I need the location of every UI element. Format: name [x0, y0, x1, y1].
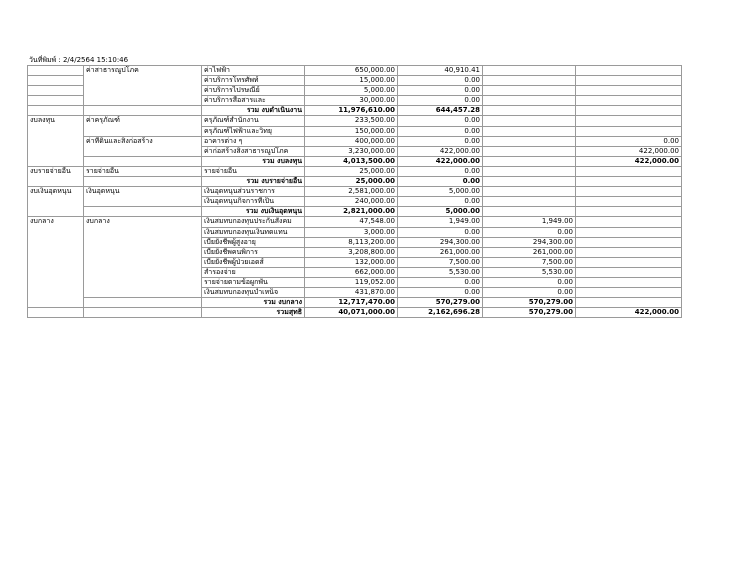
item-cell: เบี้ยยังชีพผู้สูงอายุ: [202, 237, 305, 247]
budget-cell: 662,000.00: [305, 267, 398, 277]
amount-cell: [576, 166, 682, 176]
amount-cell: 294,300.00: [483, 237, 576, 247]
cell-blank: [28, 96, 84, 106]
group-label: งบเงินอุดหนุน: [28, 187, 84, 217]
item-cell: เงินสมทบกองทุนบำเหน็จ: [202, 288, 305, 298]
table-row: [28, 66, 682, 76]
subtotal-label: รวม งบเงินอุดหนุน: [202, 207, 305, 217]
group-label: ค่าครุภัณฑ์: [84, 116, 202, 136]
amount-cell: [483, 207, 576, 217]
amount-cell: 0.00: [398, 136, 483, 146]
amount-cell: 261,000.00: [483, 247, 576, 257]
item-cell: ค่าบริการไปรษณีย์: [202, 86, 305, 96]
amount-cell: [576, 177, 682, 187]
budget-cell: 25,000.00: [305, 177, 398, 187]
budget-cell: 8,113,200.00: [305, 237, 398, 247]
amount-cell: 0.00: [483, 277, 576, 287]
amount-cell: 2,162,696.28: [398, 308, 483, 318]
amount-cell: 0.00: [398, 126, 483, 136]
amount-cell: [483, 66, 576, 76]
group-label: งบกลาง: [28, 217, 84, 308]
amount-cell: 261,000.00: [398, 247, 483, 257]
amount-cell: 570,279.00: [398, 298, 483, 308]
amount-cell: 0.00: [398, 227, 483, 237]
amount-cell: [576, 247, 682, 257]
item-cell: ครุภัณฑ์สำนักงาน: [202, 116, 305, 126]
print-date: วันที่พิมพ์ : 2/4/2564 15:10:46: [29, 56, 129, 64]
amount-cell: 294,300.00: [398, 237, 483, 247]
item-cell: สำรองจ่าย: [202, 267, 305, 277]
amount-cell: [576, 197, 682, 207]
amount-cell: [576, 96, 682, 106]
amount-cell: [483, 116, 576, 126]
amount-cell: [576, 76, 682, 86]
group-label: ค่าสาธารณูปโภค: [84, 66, 202, 106]
amount-cell: 570,279.00: [483, 308, 576, 318]
amount-cell: 0.00: [398, 177, 483, 187]
amount-cell: [576, 288, 682, 298]
amount-cell: [576, 227, 682, 237]
amount-cell: 422,000.00: [576, 146, 682, 156]
cell-blank: [84, 177, 202, 187]
subtotal-row: [28, 106, 682, 116]
item-cell: ค่าก่อสร้างสิ่งสาธารณูปโภค: [202, 146, 305, 156]
amount-cell: 0.00: [398, 288, 483, 298]
subtotal-row: [28, 156, 682, 166]
item-cell: ครุภัณฑ์ไฟฟ้าและวิทยุ: [202, 126, 305, 136]
grand-total-row: [28, 308, 682, 318]
budget-cell: 11,976,610.00: [305, 106, 398, 116]
item-cell: ค่าไฟฟ้า: [202, 66, 305, 76]
cell-blank: [28, 106, 84, 116]
amount-cell: 1,949.00: [398, 217, 483, 227]
amount-cell: [576, 267, 682, 277]
amount-cell: [576, 116, 682, 126]
amount-cell: 0.00: [398, 86, 483, 96]
subtotal-row: [28, 298, 682, 308]
budget-cell: 132,000.00: [305, 257, 398, 267]
amount-cell: 0.00: [398, 116, 483, 126]
amount-cell: 7,500.00: [483, 257, 576, 267]
item-cell: เงินอุดหนุนกิจการที่เป็น: [202, 197, 305, 207]
amount-cell: 570,279.00: [483, 298, 576, 308]
amount-cell: 0.00: [398, 76, 483, 86]
amount-cell: [576, 126, 682, 136]
cell-blank: [84, 308, 202, 318]
budget-cell: 47,548.00: [305, 217, 398, 227]
budget-cell: 3,230,000.00: [305, 146, 398, 156]
subtotal-label: รวม งบรายจ่ายอื่น: [202, 177, 305, 187]
cell-blank: [28, 308, 84, 318]
amount-cell: 1,949.00: [483, 217, 576, 227]
amount-cell: [483, 96, 576, 106]
amount-cell: [483, 146, 576, 156]
item-cell: อาคารต่าง ๆ: [202, 136, 305, 146]
amount-cell: [483, 136, 576, 146]
budget-cell: 12,717,470.00: [305, 298, 398, 308]
budget-cell: 431,870.00: [305, 288, 398, 298]
amount-cell: 0.00: [398, 197, 483, 207]
cell-blank: [84, 106, 202, 116]
subtotal-label: รวม งบดำเนินงาน: [202, 106, 305, 116]
cell-blank: [84, 207, 202, 217]
budget-cell: 15,000.00: [305, 76, 398, 86]
budget-cell: 4,013,500.00: [305, 156, 398, 166]
table-row: [28, 217, 682, 227]
subtotal-label: รวม งบกลาง: [202, 298, 305, 308]
amount-cell: [483, 86, 576, 96]
subtotal-label: รวม งบลงทุน: [202, 156, 305, 166]
cell-blank: [84, 156, 202, 166]
table-row: [28, 187, 682, 197]
amount-cell: 0.00: [483, 288, 576, 298]
amount-cell: 5,530.00: [483, 267, 576, 277]
budget-cell: 400,000.00: [305, 136, 398, 146]
item-cell: ค่าบริการสื่อสารและ: [202, 96, 305, 106]
amount-cell: [483, 126, 576, 136]
item-cell: รายจ่ายตามข้อผูกพัน: [202, 277, 305, 287]
amount-cell: [576, 106, 682, 116]
budget-cell: 30,000.00: [305, 96, 398, 106]
subtotal-row: [28, 207, 682, 217]
amount-cell: [483, 197, 576, 207]
budget-report-table: [27, 65, 682, 318]
amount-cell: 5,000.00: [398, 187, 483, 197]
budget-cell: 233,500.00: [305, 116, 398, 126]
amount-cell: 422,000.00: [576, 156, 682, 166]
cell-blank: [28, 66, 84, 76]
table-row: [28, 136, 682, 146]
budget-cell: 40,071,000.00: [305, 308, 398, 318]
amount-cell: 0.00: [576, 136, 682, 146]
group-label: งบกลาง: [84, 217, 202, 298]
budget-cell: 650,000.00: [305, 66, 398, 76]
budget-cell: 25,000.00: [305, 166, 398, 176]
budget-cell: 2,581,000.00: [305, 187, 398, 197]
budget-cell: 2,821,000.00: [305, 207, 398, 217]
amount-cell: [576, 66, 682, 76]
amount-cell: 7,500.00: [398, 257, 483, 267]
budget-cell: 150,000.00: [305, 126, 398, 136]
budget-cell: 119,052.00: [305, 277, 398, 287]
amount-cell: [576, 257, 682, 267]
group-label: ค่าที่ดินและสิ่งก่อสร้าง: [84, 136, 202, 156]
amount-cell: 40,910.41: [398, 66, 483, 76]
amount-cell: [576, 237, 682, 247]
budget-cell: 3,208,800.00: [305, 247, 398, 257]
budget-cell: 3,000.00: [305, 227, 398, 237]
budget-cell: 5,000.00: [305, 86, 398, 96]
group-label: งบลงทุน: [28, 116, 84, 166]
amount-cell: [483, 106, 576, 116]
amount-cell: [576, 86, 682, 96]
amount-cell: [576, 187, 682, 197]
amount-cell: 644,457.28: [398, 106, 483, 116]
amount-cell: 5,000.00: [398, 207, 483, 217]
amount-cell: [576, 298, 682, 308]
amount-cell: [483, 76, 576, 86]
amount-cell: [483, 187, 576, 197]
amount-cell: 422,000.00: [398, 156, 483, 166]
amount-cell: 0.00: [398, 277, 483, 287]
budget-cell: 240,000.00: [305, 197, 398, 207]
cell-blank: [28, 86, 84, 96]
group-label: งบรายจ่ายอื่น: [28, 166, 84, 186]
amount-cell: [483, 177, 576, 187]
item-cell: รายจ่ายอื่น: [202, 166, 305, 176]
table-row: [28, 166, 682, 176]
group-label: เงินอุดหนุน: [84, 187, 202, 207]
amount-cell: [483, 166, 576, 176]
amount-cell: 422,000.00: [576, 308, 682, 318]
item-cell: ค่าบริการโทรศัพท์: [202, 76, 305, 86]
item-cell: เงินสมทบกองทุนประกันสังคม: [202, 217, 305, 227]
amount-cell: 5,530.00: [398, 267, 483, 277]
item-cell: เบี้ยยังชีพคนพิการ: [202, 247, 305, 257]
item-cell: เบี้ยยังชีพผู้ป่วยเอดส์: [202, 257, 305, 267]
item-cell: เงินสมทบกองทุนเงินทดแทน: [202, 227, 305, 237]
amount-cell: 422,000.00: [398, 146, 483, 156]
item-cell: เงินอุดหนุนส่วนราชการ: [202, 187, 305, 197]
table-row: [28, 116, 682, 126]
grand-total-label: รวมสุทธิ: [202, 308, 305, 318]
cell-blank: [84, 298, 202, 308]
amount-cell: [576, 207, 682, 217]
cell-blank: [28, 76, 84, 86]
amount-cell: 0.00: [398, 96, 483, 106]
amount-cell: [576, 277, 682, 287]
subtotal-row: [28, 177, 682, 187]
amount-cell: 0.00: [483, 227, 576, 237]
group-label: รายจ่ายอื่น: [84, 166, 202, 176]
amount-cell: [576, 217, 682, 227]
amount-cell: [483, 156, 576, 166]
amount-cell: 0.00: [398, 166, 483, 176]
